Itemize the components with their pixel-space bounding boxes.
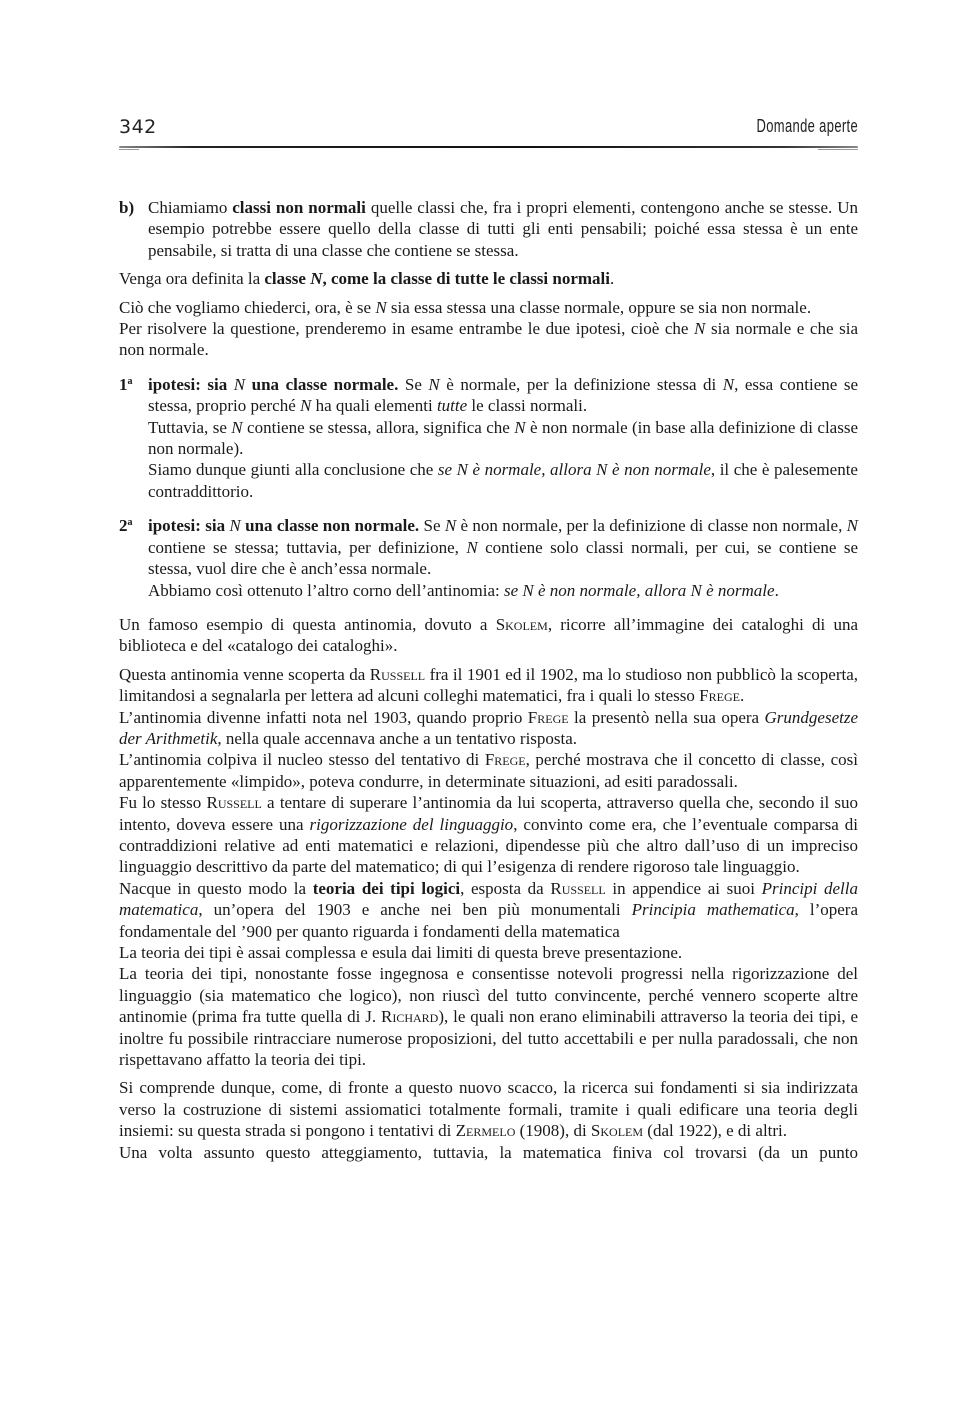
- author-name: Frege: [484, 750, 526, 770]
- hypothesis-2-paragraph-2: Abbiamo così ottenuto l’altro corno dell’antinomia: se N è non normale, allora N è normale.: [148, 580, 779, 600]
- paragraph-question: [119, 297, 858, 318]
- bold-term: ipotesi: sia: [148, 516, 230, 536]
- bold-term: classe: [264, 269, 311, 289]
- header-rule: [119, 146, 858, 148]
- item-b-non-normal-classes: [119, 197, 858, 261]
- text: sia essa stessa una classe normale, oppure se sia non normale.: [386, 297, 812, 317]
- bold-term: classi non normali: [232, 198, 366, 217]
- text: .: [610, 269, 615, 289]
- paragraph-known: L’antinomia divenne infatti nota nel 1903, quando proprio Frege la presentò nella sua opera Grundgesetze der Arithmetik, nella quale accennava anche a un tentativo risposta.: [119, 707, 859, 748]
- bold-italic-symbol: N: [233, 374, 246, 394]
- paragraph-complex: La teoria dei tipi è assai complessa e esula dai limiti di questa breve presentazione.: [119, 943, 683, 962]
- paragraph-definition-n: [119, 268, 858, 289]
- page-body: [119, 197, 858, 1163]
- hypothesis-1-paragraph-2: Tuttavia, se N contiene se stessa, allora, significa che N è non normale (in base alla definizione di classe non normale).: [148, 417, 859, 459]
- book-title: Principia mathematica: [631, 900, 795, 920]
- bold-term: una classe non normale.: [240, 516, 420, 536]
- bold-term: teoria dei tipi logici: [312, 878, 461, 898]
- author-name: Skolem: [590, 1121, 644, 1141]
- text: Per risolvere la questione, prenderemo in esame entrambe le due ipotesi, cioè che: [119, 319, 695, 339]
- hypothesis-2-paragraph-1: ipotesi: sia N una classe non normale. Se N è non normale, per la definizione di classe non normale, N contiene se stessa; tuttavia, per definizione, N contiene solo classi normali, per cui, se contiene se stessa, vuol dire che è anch’essa normale.: [148, 516, 858, 579]
- author-name: Richard: [380, 1007, 439, 1027]
- italic-conclusion: se N è non normale, allora N è normale: [503, 580, 775, 600]
- header-rule-accent-right: [818, 149, 858, 150]
- hypothesis-1-paragraph-1: ipotesi: sia N una classe normale. Se N è normale, per la definizione stessa di N, essa contiene se stessa, proprio perché N ha quali elementi tutte le classi normali.: [148, 374, 858, 416]
- text: sia normale e che sia non normale.: [119, 319, 858, 360]
- paragraph-types-theory: Nacque in questo modo la teoria dei tipi logici, esposta da Russell in appendice ai suoi Principi della matematica, un’opera del 1903 e anche nei ben più monumentali Principia mathematica, l’opera fondamentale del ’900 per quanto riguarda i fondamenti della matematica: [119, 878, 859, 941]
- author-name: Russell: [369, 664, 426, 684]
- paragraph-final: Una volta assunto questo atteggiamento, tuttavia, la matematica finiva col trovarsi (da un punto: [119, 1142, 858, 1162]
- author-name: Frege: [527, 707, 569, 727]
- text: Ciò che vogliamo chiederci, ora, è se: [119, 297, 376, 317]
- bold-italic-symbol: N: [310, 269, 323, 289]
- hypothesis-1: [119, 374, 858, 502]
- italic-term: rigorizzazione del linguaggio: [309, 814, 514, 834]
- text: quelle classi che, fra i propri elementi, contengono anche se stesse. Un esempio potrebbe essere quello della classe di tutti gli enti pensabili; poiché essa stessa è un ente pensabile, si tratta di una classe che contiene se stessa.: [148, 198, 858, 260]
- author-name: Skolem: [495, 614, 548, 634]
- page-header: [119, 116, 858, 156]
- page-number: 342: [119, 116, 157, 138]
- running-title: Domande aperte: [756, 116, 858, 136]
- paragraph-discovery: Questa antinomia venne scoperta da Russell fra il 1901 ed il 1902, ma lo studioso non pubblicò la scoperta, limitandosi a segnalarla per lettera ad alcuni colleghi matematici, fra i quali lo stesso Frege.: [119, 664, 859, 706]
- text: Venga ora definita la: [119, 269, 265, 289]
- book-title: Principi della matematica: [119, 878, 858, 920]
- item-marker: b): [119, 198, 135, 217]
- book-title: Grundgesetze der Arithmetik: [119, 707, 859, 748]
- hypothesis-2: [119, 515, 858, 601]
- paragraph-not-convincing: La teoria dei tipi, nonostante fosse ingegnosa e consentisse notevoli progressi nella rigorizzazione del linguaggio (sia matematico che logico), non riuscì del tutto convincente, perché vennero scoperte altre antinomie (prima fra tutte quella di J. Richard), le quali non erano eliminabili attraverso la teoria dei tipi, e inoltre fu possibile rintracciare numerose proposizioni, del tutto accettabili e per nulla paradossali, che non rispettavano affatto la teoria dei tipi.: [119, 964, 859, 1070]
- paragraph-skolem-example: Un famoso esempio di questa antinomia, dovuto a Skolem, ricorre all’immagine dei cataloghi di una biblioteca e del «catalogo dei cataloghi».: [119, 614, 858, 656]
- italic-symbol: N: [375, 297, 387, 317]
- italic-conclusion: se N è normale, allora N è non normale: [437, 460, 711, 480]
- hypothesis-1-paragraph-3: Siamo dunque giunti alla conclusione che se N è normale, allora N è non normale, il che è palesemente contraddittorio.: [148, 460, 858, 501]
- header-rule-accent-left: [119, 149, 139, 150]
- author-name: Frege: [699, 686, 740, 706]
- italic-symbol: N: [694, 319, 706, 339]
- author-name: Russell: [206, 793, 262, 813]
- author-name: Russell: [550, 878, 606, 898]
- paragraph-russell-attempt: Fu lo stesso Russell a tentare di superare l’antinomia da lui scoperta, attraverso quella che, secondo il suo intento, doveva essere una rigorizzazione del linguaggio, convinto come era, che l’eventuale comparsa di contraddizioni relative ad enti matematici e relazioni, dipendesse più che altro dall’uso di un impreciso linguaggio descrittivo da parte del matematico; di qui l’esigenza di rendere rigoroso tale linguaggio.: [119, 793, 859, 877]
- bold-term: una classe normale.: [245, 374, 399, 394]
- hypothesis-marker: 2$^a$: [119, 516, 133, 536]
- text: Chiamiamo: [148, 198, 233, 217]
- bold-italic-symbol: N: [229, 516, 241, 536]
- bold-term: , come la classe di tutte le classi normali: [322, 269, 610, 289]
- hypothesis-marker: 1$^a$: [119, 374, 133, 394]
- paragraph-struck: L’antinomia colpiva il nucleo stesso del tentativo di Frege, perché mostrava che il concetto di classe, così apparentemente «limpido», poteva condurre, in determinate situazioni, ad esiti paradossali.: [119, 750, 858, 791]
- bold-term: ipotesi: sia: [148, 374, 234, 394]
- paragraph-axiomatic: Si comprende dunque, come, di fronte a questo nuovo scacco, la ricerca sui fondamenti si sia indirizzata verso la costruzione di sistemi assiomatici totalmente formali, tramite i quali edificare una teoria degli insiemi: su questa strada si pongono i tentativi di Zermelo (1908), di Skolem (dal 1922), e di altri.: [119, 1078, 858, 1141]
- author-name: Zermelo: [455, 1121, 516, 1141]
- paragraph-resolve: [119, 318, 858, 361]
